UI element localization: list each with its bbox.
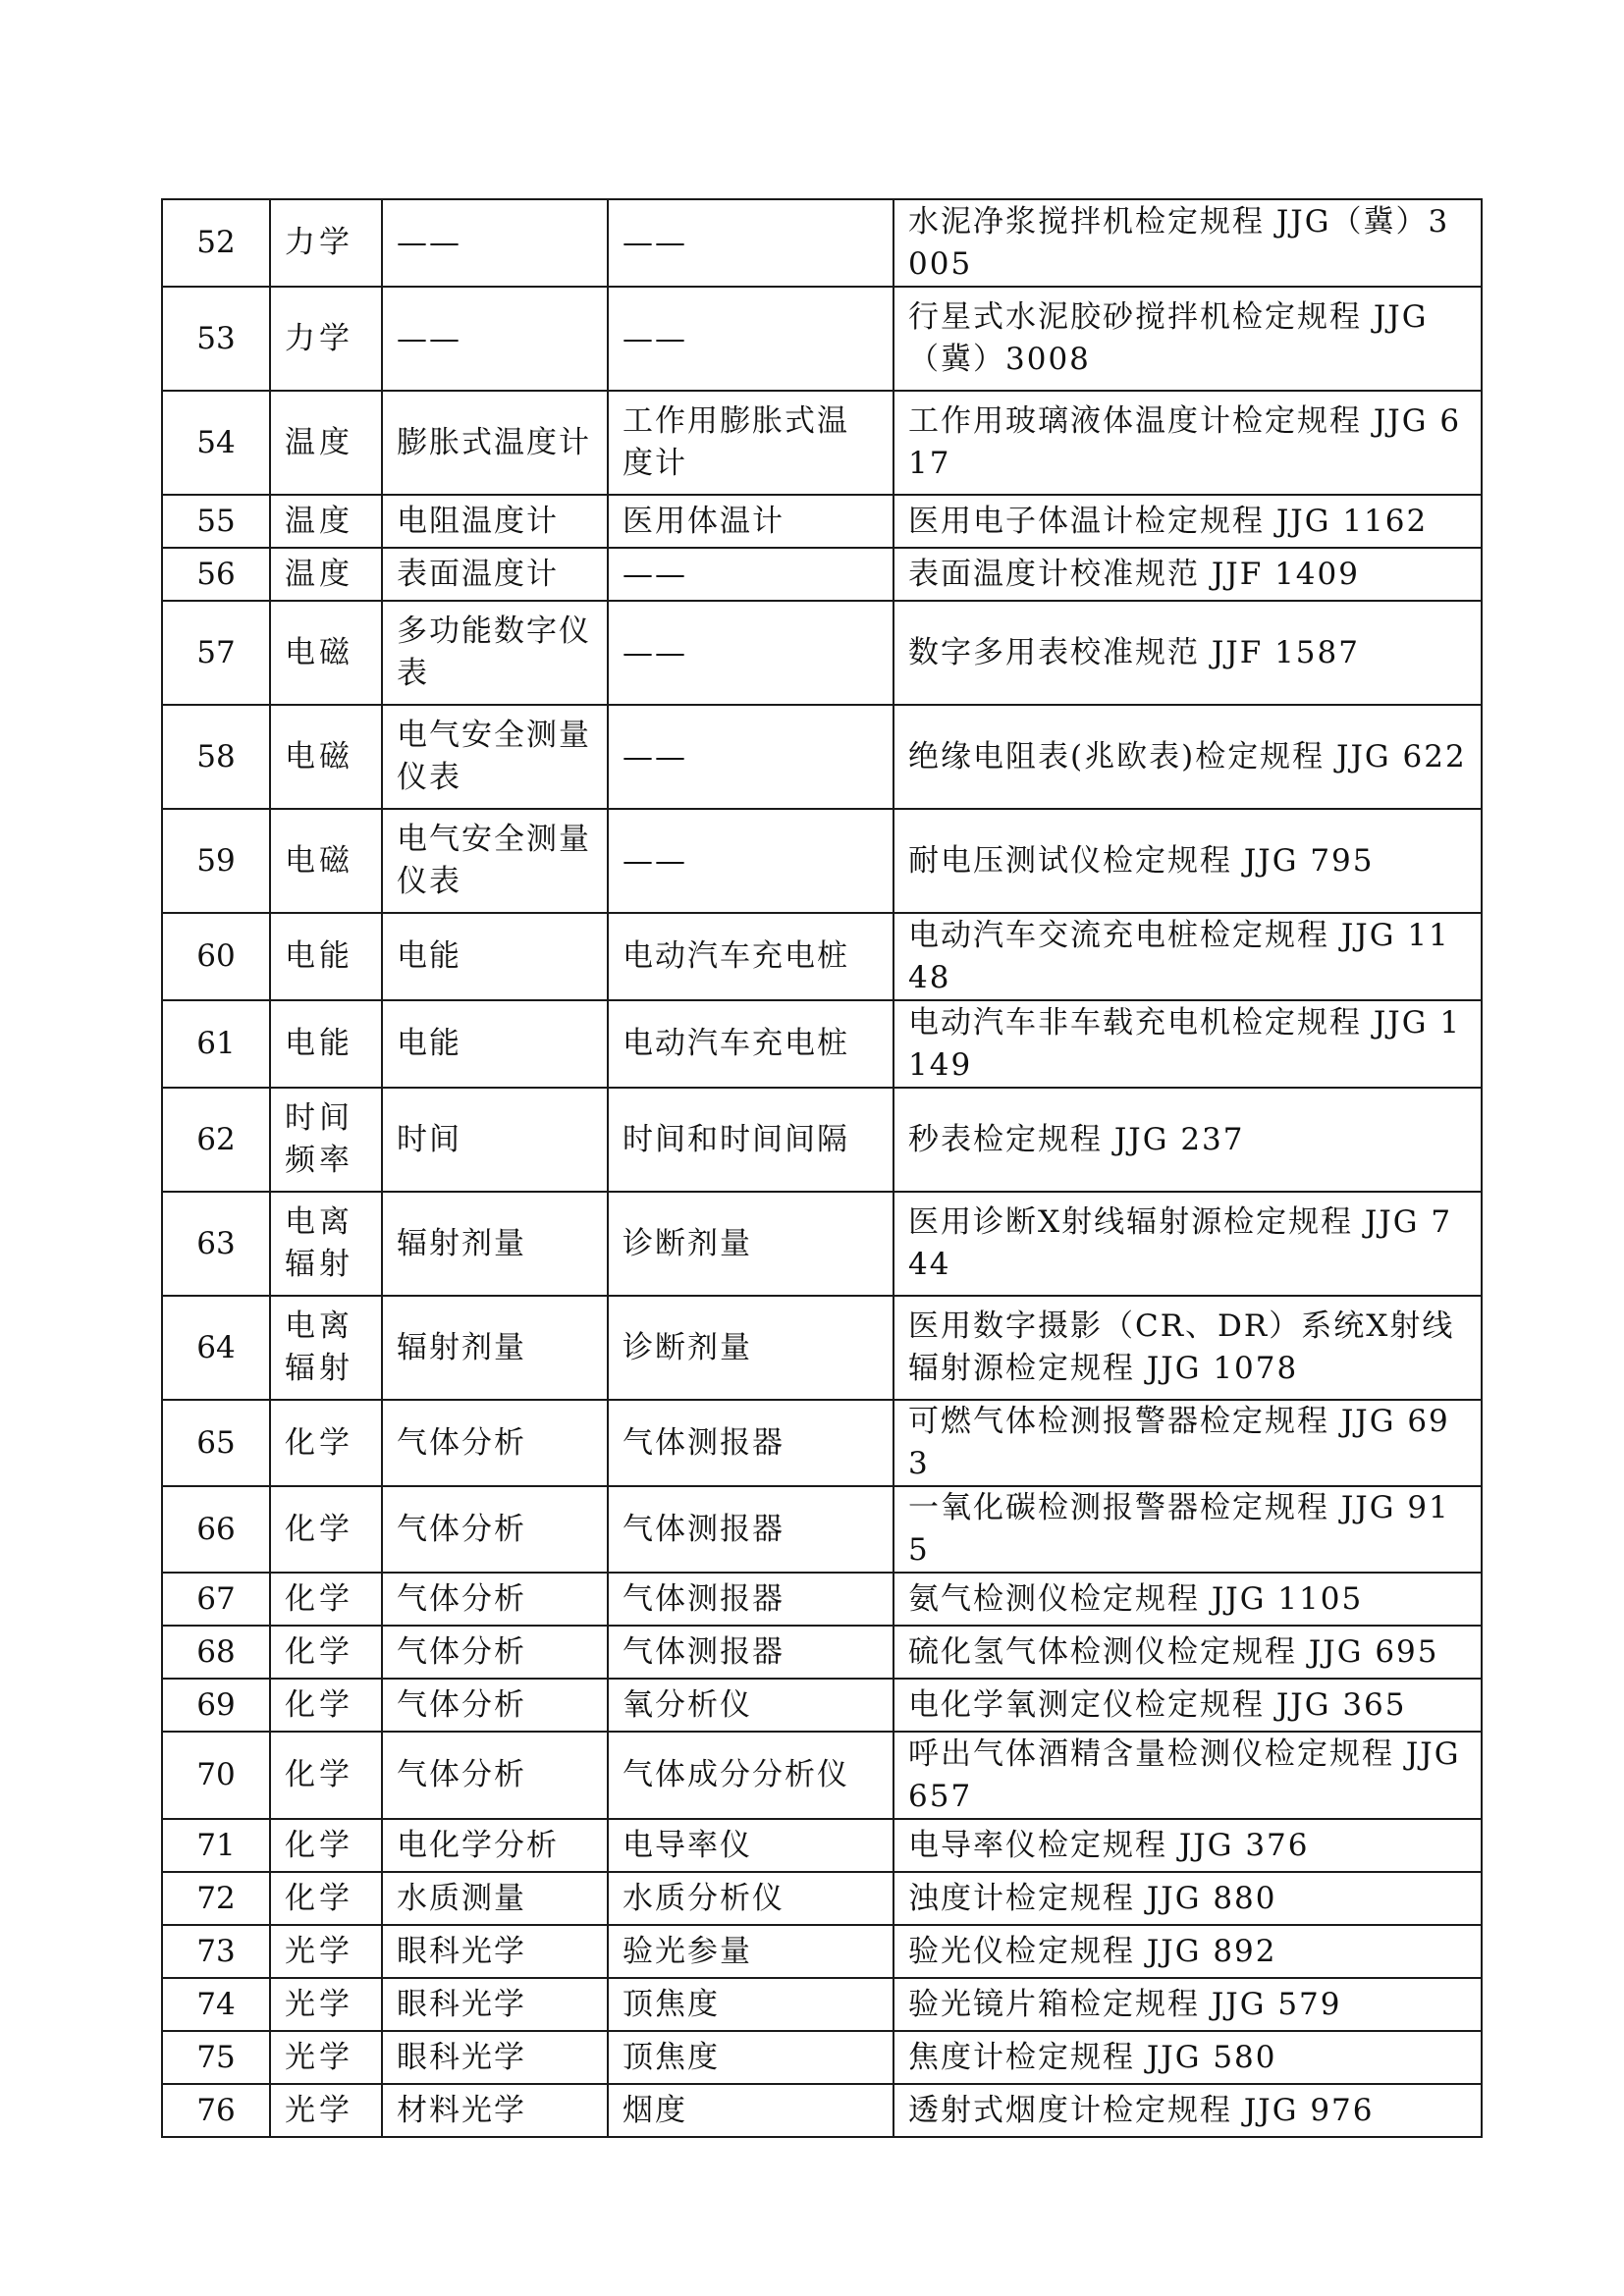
- table-row: [162, 1626, 1482, 1679]
- row-regulation: 数字多用表校准规范 JJF 1587: [893, 601, 1482, 705]
- row-number: 70: [162, 1732, 270, 1819]
- row-number: 66: [162, 1486, 270, 1573]
- row-number: 62: [162, 1088, 270, 1192]
- row-category: 温度: [270, 391, 382, 495]
- row-category: 化学: [270, 1573, 382, 1626]
- table-row: [162, 1978, 1482, 2031]
- row-subitem: 顶焦度: [608, 2031, 893, 2084]
- row-item: 材料光学: [382, 2084, 608, 2137]
- row-item: 眼科光学: [382, 1925, 608, 1978]
- row-regulation: 电动汽车交流充电桩检定规程 JJG 1148: [893, 913, 1482, 1000]
- row-regulation: 浊度计检定规程 JJG 880: [893, 1872, 1482, 1925]
- row-regulation: 一氧化碳检测报警器检定规程 JJG 915: [893, 1486, 1482, 1573]
- table-row: [162, 287, 1482, 391]
- row-item: 气体分析: [382, 1400, 608, 1486]
- row-category: 电能: [270, 1000, 382, 1088]
- row-item: 电能: [382, 913, 608, 1000]
- row-number: 59: [162, 809, 270, 913]
- row-regulation: 行星式水泥胶砂搅拌机检定规程 JJG（冀）3008: [893, 287, 1482, 391]
- row-number: 68: [162, 1626, 270, 1679]
- row-item: 水质测量: [382, 1872, 608, 1925]
- table-row: [162, 601, 1482, 705]
- row-regulation: 医用数字摄影（CR、DR）系统X射线辐射源检定规程 JJG 1078: [893, 1296, 1482, 1400]
- row-item: 表面温度计: [382, 548, 608, 601]
- row-regulation: 验光仪检定规程 JJG 892: [893, 1925, 1482, 1978]
- row-regulation: 秒表检定规程 JJG 237: [893, 1088, 1482, 1192]
- row-category: 电磁: [270, 809, 382, 913]
- row-item: 膨胀式温度计: [382, 391, 608, 495]
- row-number: 52: [162, 199, 270, 287]
- row-regulation: 医用电子体温计检定规程 JJG 1162: [893, 495, 1482, 548]
- row-regulation: 焦度计检定规程 JJG 580: [893, 2031, 1482, 2084]
- row-number: 73: [162, 1925, 270, 1978]
- table-row: [162, 1573, 1482, 1626]
- row-item: ——: [382, 287, 608, 391]
- table-row: [162, 1872, 1482, 1925]
- row-subitem: ——: [608, 287, 893, 391]
- row-item: 气体分析: [382, 1679, 608, 1732]
- table-row: [162, 495, 1482, 548]
- row-item: 辐射剂量: [382, 1296, 608, 1400]
- row-regulation: 工作用玻璃液体温度计检定规程 JJG 617: [893, 391, 1482, 495]
- table-row: [162, 548, 1482, 601]
- table-row: [162, 809, 1482, 913]
- row-item: 眼科光学: [382, 2031, 608, 2084]
- row-subitem: 电动汽车充电桩: [608, 1000, 893, 1088]
- row-item: 电气安全测量仪表: [382, 809, 608, 913]
- row-number: 57: [162, 601, 270, 705]
- row-subitem: 顶焦度: [608, 1978, 893, 2031]
- row-regulation: 氨气检测仪检定规程 JJG 1105: [893, 1573, 1482, 1626]
- row-subitem: 诊断剂量: [608, 1192, 893, 1296]
- row-subitem: 烟度: [608, 2084, 893, 2137]
- table-row: [162, 705, 1482, 809]
- row-subitem: 诊断剂量: [608, 1296, 893, 1400]
- row-number: 67: [162, 1573, 270, 1626]
- row-subitem: 气体测报器: [608, 1626, 893, 1679]
- table-row: [162, 391, 1482, 495]
- table-row: [162, 1000, 1482, 1088]
- regulation-table-body: [162, 199, 1482, 2137]
- table-row: [162, 1088, 1482, 1192]
- row-category: 电磁: [270, 601, 382, 705]
- row-category: 光学: [270, 2084, 382, 2137]
- row-number: 58: [162, 705, 270, 809]
- row-category: 电离辐射: [270, 1296, 382, 1400]
- row-regulation: 硫化氢气体检测仪检定规程 JJG 695: [893, 1626, 1482, 1679]
- row-item: 电化学分析: [382, 1819, 608, 1872]
- table-row: [162, 1679, 1482, 1732]
- row-subitem: ——: [608, 809, 893, 913]
- row-category: 力学: [270, 199, 382, 287]
- row-subitem: ——: [608, 705, 893, 809]
- row-item: 气体分析: [382, 1486, 608, 1573]
- row-number: 53: [162, 287, 270, 391]
- row-subitem: 水质分析仪: [608, 1872, 893, 1925]
- row-category: 时间频率: [270, 1088, 382, 1192]
- row-category: 光学: [270, 1978, 382, 2031]
- row-subitem: 验光参量: [608, 1925, 893, 1978]
- row-number: 54: [162, 391, 270, 495]
- row-regulation: 医用诊断X射线辐射源检定规程 JJG 744: [893, 1192, 1482, 1296]
- table-row: [162, 199, 1482, 287]
- row-regulation: 绝缘电阻表(兆欧表)检定规程 JJG 622: [893, 705, 1482, 809]
- table-row: [162, 1486, 1482, 1573]
- row-number: 63: [162, 1192, 270, 1296]
- row-subitem: 医用体温计: [608, 495, 893, 548]
- row-subitem: 电导率仪: [608, 1819, 893, 1872]
- row-number: 72: [162, 1872, 270, 1925]
- row-item: 眼科光学: [382, 1978, 608, 2031]
- table-row: [162, 1819, 1482, 1872]
- row-regulation: 表面温度计校准规范 JJF 1409: [893, 548, 1482, 601]
- row-number: 74: [162, 1978, 270, 2031]
- row-number: 69: [162, 1679, 270, 1732]
- row-category: 化学: [270, 1679, 382, 1732]
- row-category: 光学: [270, 2031, 382, 2084]
- row-category: 温度: [270, 548, 382, 601]
- row-category: 温度: [270, 495, 382, 548]
- row-regulation: 耐电压测试仪检定规程 JJG 795: [893, 809, 1482, 913]
- row-subitem: 电动汽车充电桩: [608, 913, 893, 1000]
- row-subitem: 气体测报器: [608, 1573, 893, 1626]
- row-category: 化学: [270, 1486, 382, 1573]
- table-row: [162, 913, 1482, 1000]
- row-category: 力学: [270, 287, 382, 391]
- row-item: 辐射剂量: [382, 1192, 608, 1296]
- row-category: 化学: [270, 1732, 382, 1819]
- row-number: 65: [162, 1400, 270, 1486]
- table-row: [162, 2084, 1482, 2137]
- row-category: 化学: [270, 1819, 382, 1872]
- row-subitem: 气体测报器: [608, 1400, 893, 1486]
- row-category: 电离辐射: [270, 1192, 382, 1296]
- row-item: 时间: [382, 1088, 608, 1192]
- row-number: 55: [162, 495, 270, 548]
- table-row: [162, 1732, 1482, 1819]
- row-item: 电阻温度计: [382, 495, 608, 548]
- row-number: 71: [162, 1819, 270, 1872]
- row-number: 76: [162, 2084, 270, 2137]
- row-regulation: 呼出气体酒精含量检测仪检定规程 JJG 657: [893, 1732, 1482, 1819]
- row-number: 64: [162, 1296, 270, 1400]
- row-regulation: 验光镜片箱检定规程 JJG 579: [893, 1978, 1482, 2031]
- row-regulation: 电导率仪检定规程 JJG 376: [893, 1819, 1482, 1872]
- row-category: 电能: [270, 913, 382, 1000]
- row-number: 75: [162, 2031, 270, 2084]
- row-item: 气体分析: [382, 1732, 608, 1819]
- row-regulation: 电化学氧测定仪检定规程 JJG 365: [893, 1679, 1482, 1732]
- row-item: ——: [382, 199, 608, 287]
- table-row: [162, 1400, 1482, 1486]
- row-regulation: 可燃气体检测报警器检定规程 JJG 693: [893, 1400, 1482, 1486]
- row-subitem: 气体测报器: [608, 1486, 893, 1573]
- row-category: 化学: [270, 1400, 382, 1486]
- row-category: 电磁: [270, 705, 382, 809]
- regulation-table: [161, 198, 1483, 2138]
- row-number: 56: [162, 548, 270, 601]
- row-item: 电气安全测量仪表: [382, 705, 608, 809]
- row-regulation: 水泥净浆搅拌机检定规程 JJG（冀）3005: [893, 199, 1482, 287]
- row-number: 61: [162, 1000, 270, 1088]
- row-item: 气体分析: [382, 1573, 608, 1626]
- row-item: 电能: [382, 1000, 608, 1088]
- row-subitem: 工作用膨胀式温度计: [608, 391, 893, 495]
- row-subitem: 氧分析仪: [608, 1679, 893, 1732]
- row-item: 气体分析: [382, 1626, 608, 1679]
- row-subitem: ——: [608, 199, 893, 287]
- row-category: 光学: [270, 1925, 382, 1978]
- table-row: [162, 1296, 1482, 1400]
- table-row: [162, 2031, 1482, 2084]
- row-item: 多功能数字仪表: [382, 601, 608, 705]
- table-row: [162, 1192, 1482, 1296]
- row-subitem: ——: [608, 601, 893, 705]
- row-regulation: 透射式烟度计检定规程 JJG 976: [893, 2084, 1482, 2137]
- row-subitem: 气体成分分析仪: [608, 1732, 893, 1819]
- row-category: 化学: [270, 1626, 382, 1679]
- row-regulation: 电动汽车非车载充电机检定规程 JJG 1149: [893, 1000, 1482, 1088]
- row-subitem: ——: [608, 548, 893, 601]
- row-number: 60: [162, 913, 270, 1000]
- row-category: 化学: [270, 1872, 382, 1925]
- row-subitem: 时间和时间间隔: [608, 1088, 893, 1192]
- table-row: [162, 1925, 1482, 1978]
